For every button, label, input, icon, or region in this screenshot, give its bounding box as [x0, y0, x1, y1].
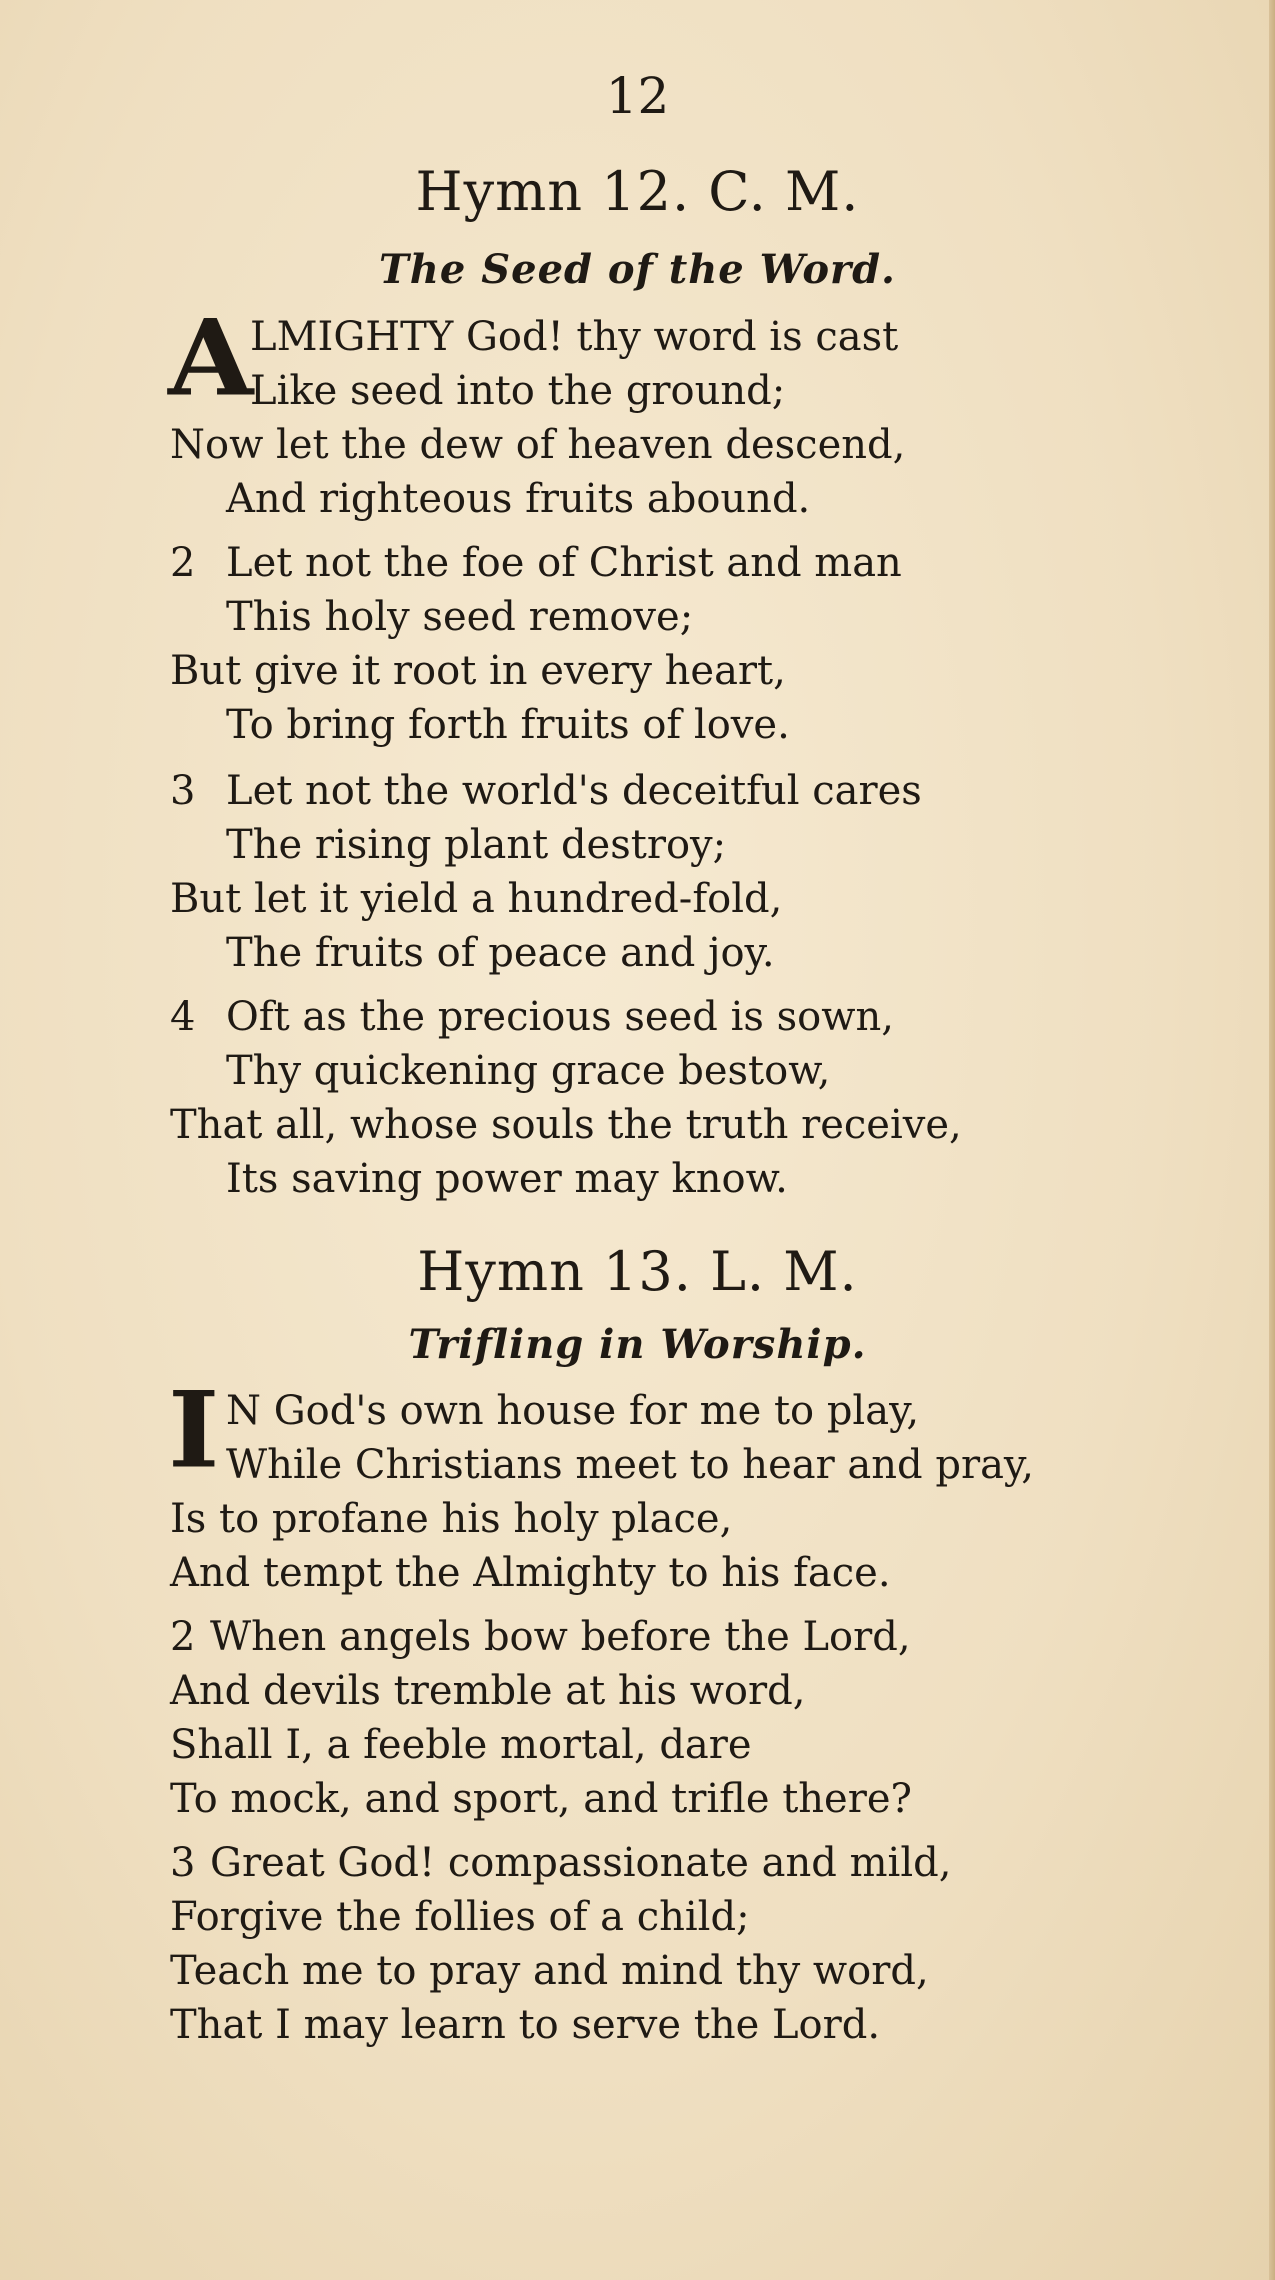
verse-number: 2 [170, 1614, 196, 1660]
verse-line: Oft as the precious seed is sown, [226, 994, 894, 1040]
verse-line: Let not the foe of Christ and man [226, 540, 902, 586]
verse-line: While Christians meet to hear and pray, [226, 1442, 1034, 1488]
verse-number: 3 [170, 1840, 196, 1886]
page-edge [1269, 0, 1275, 2280]
verse-line: When angels bow before the Lord, [210, 1614, 911, 1660]
verse-line: And devils tremble at his word, [170, 1668, 806, 1714]
hymn-subtitle: Trifling in Worship. [408, 1321, 867, 1368]
verse-line: To mock, and sport, and trifle there? [170, 1776, 912, 1822]
verse-line: Shall I, a feeble mortal, dare [170, 1722, 752, 1768]
verse-line: N God's own house for me to play, [226, 1388, 920, 1434]
hymn-title: Hymn 13. L. M. [417, 1240, 858, 1303]
hymn-subtitle: The Seed of the Word. [379, 246, 896, 293]
verse-line: The fruits of peace and joy. [226, 930, 775, 976]
verse-number: 3 [170, 768, 196, 814]
drop-cap: A [168, 296, 254, 420]
verse-line: Forgive the follies of a child; [170, 1894, 750, 1940]
verse-line: Like seed into the ground; [250, 368, 786, 414]
verse-number: 2 [170, 540, 196, 586]
verse-line: To bring forth fruits of love. [226, 702, 790, 748]
verse-line: Is to profane his holy place, [170, 1496, 733, 1542]
verse-line: And tempt the Almighty to his face. [170, 1550, 891, 1596]
verse-line: Thy quickening grace bestow, [226, 1048, 831, 1094]
verse-line: And righteous fruits abound. [226, 476, 811, 522]
verse-number: 4 [170, 994, 196, 1040]
verse-line: But let it yield a hundred-fold, [170, 876, 783, 922]
verse-line: That all, whose souls the truth receive, [170, 1102, 962, 1148]
verse-line: That I may learn to serve the Lord. [170, 2002, 881, 2048]
hymn-title: Hymn 12. C. M. [415, 160, 860, 223]
verse-line: Its saving power may know. [226, 1156, 788, 1202]
verse-line: LMIGHTY God! thy word is cast [250, 314, 899, 360]
verse-line: Great God! compassionate and mild, [210, 1840, 952, 1886]
verse-line: Teach me to pray and mind thy word, [170, 1948, 929, 1994]
verse-line: But give it root in every heart, [170, 648, 786, 694]
verse-line: The rising plant destroy; [226, 822, 727, 868]
verse-line: This holy seed remove; [226, 594, 694, 640]
verse-line: Let not the world's deceitful cares [226, 768, 922, 814]
page-number: 12 [605, 67, 670, 125]
drop-cap: I [168, 1368, 220, 1492]
verse-line: Now let the dew of heaven descend, [170, 422, 906, 468]
